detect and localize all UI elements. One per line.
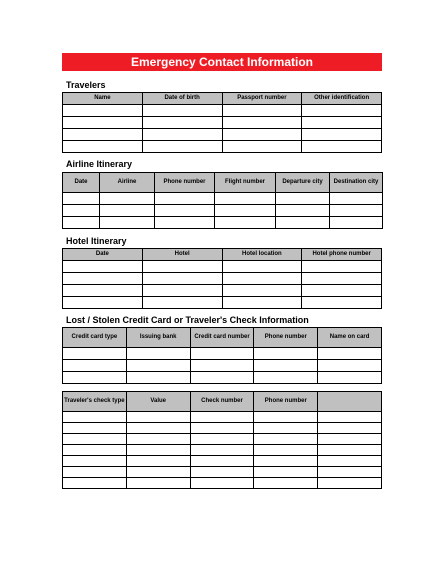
entry-cell[interactable] xyxy=(63,297,143,309)
column-header xyxy=(318,392,382,412)
entry-cell[interactable] xyxy=(63,285,143,297)
entry-cell[interactable] xyxy=(254,423,318,434)
entry-cell[interactable] xyxy=(302,273,382,285)
entry-cell[interactable] xyxy=(330,217,383,229)
entry-cell[interactable] xyxy=(63,348,127,360)
entry-cell[interactable] xyxy=(215,217,276,229)
column-header: Name xyxy=(63,93,143,105)
entry-cell[interactable] xyxy=(215,193,276,205)
column-header: Value xyxy=(126,392,190,412)
entry-cell[interactable] xyxy=(254,372,318,384)
column-header: Date of birth xyxy=(142,93,222,105)
entry-cell[interactable] xyxy=(126,467,190,478)
entry-cell[interactable] xyxy=(63,434,127,445)
entry-cell[interactable] xyxy=(126,456,190,467)
entry-cell[interactable] xyxy=(63,273,143,285)
entry-cell[interactable] xyxy=(126,434,190,445)
entry-cell[interactable] xyxy=(276,193,330,205)
column-header: Destination city xyxy=(330,173,383,193)
entry-cell[interactable] xyxy=(190,412,254,423)
column-header: Name on card xyxy=(318,328,382,348)
column-header: Other identification xyxy=(302,93,382,105)
table-row xyxy=(63,217,383,229)
column-header: Check number xyxy=(190,392,254,412)
entry-cell[interactable] xyxy=(190,434,254,445)
entry-cell[interactable] xyxy=(330,193,383,205)
entry-cell[interactable] xyxy=(63,478,127,489)
entry-cell[interactable] xyxy=(126,348,190,360)
form-title: Emergency Contact Information xyxy=(62,53,382,71)
entry-cell[interactable] xyxy=(302,105,382,117)
entry-cell[interactable] xyxy=(222,129,302,141)
column-header: Date xyxy=(63,173,100,193)
entry-cell[interactable] xyxy=(254,348,318,360)
table-row xyxy=(63,467,382,478)
entry-cell[interactable] xyxy=(254,445,318,456)
entry-cell[interactable] xyxy=(318,467,382,478)
entry-cell[interactable] xyxy=(63,467,127,478)
entry-cell[interactable] xyxy=(302,261,382,273)
entry-cell[interactable] xyxy=(155,193,215,205)
table-row xyxy=(63,412,382,423)
column-header: Credit card type xyxy=(63,328,127,348)
entry-cell[interactable] xyxy=(63,205,100,217)
entry-cell[interactable] xyxy=(190,372,254,384)
travelers-table xyxy=(62,92,382,153)
entry-cell[interactable] xyxy=(142,105,222,117)
table-row xyxy=(63,456,382,467)
entry-cell[interactable] xyxy=(318,445,382,456)
entry-cell[interactable] xyxy=(190,348,254,360)
table-row xyxy=(63,117,382,129)
table-row xyxy=(63,297,382,309)
entry-cell[interactable] xyxy=(302,129,382,141)
airline-heading: Airline Itinerary xyxy=(66,159,133,169)
column-header: Hotel phone number xyxy=(302,249,382,261)
entry-cell[interactable] xyxy=(222,141,302,153)
table-row xyxy=(63,478,382,489)
column-header: Passport number xyxy=(222,93,302,105)
entry-cell[interactable] xyxy=(63,217,100,229)
entry-cell[interactable] xyxy=(254,434,318,445)
table-row xyxy=(63,348,382,360)
hotel-heading: Hotel Itinerary xyxy=(66,236,127,246)
table-row xyxy=(63,273,382,285)
entry-cell[interactable] xyxy=(63,423,127,434)
entry-cell[interactable] xyxy=(100,217,155,229)
table-row xyxy=(63,261,382,273)
table-row xyxy=(63,445,382,456)
entry-cell[interactable] xyxy=(142,141,222,153)
column-header: Traveler's check type xyxy=(63,392,127,412)
lost-stolen-table xyxy=(62,327,382,489)
entry-cell[interactable] xyxy=(222,297,302,309)
column-header: Date xyxy=(63,249,143,261)
entry-cell[interactable] xyxy=(63,372,127,384)
entry-cell[interactable] xyxy=(254,412,318,423)
entry-cell[interactable] xyxy=(126,445,190,456)
entry-cell[interactable] xyxy=(190,467,254,478)
entry-cell[interactable] xyxy=(142,129,222,141)
table-row xyxy=(63,205,383,217)
entry-cell[interactable] xyxy=(254,467,318,478)
entry-cell[interactable] xyxy=(222,261,302,273)
entry-cell[interactable] xyxy=(142,117,222,129)
entry-cell[interactable] xyxy=(190,423,254,434)
column-header: Phone number xyxy=(254,392,318,412)
column-header: Departure city xyxy=(276,173,330,193)
entry-cell[interactable] xyxy=(63,412,127,423)
entry-cell[interactable] xyxy=(63,193,100,205)
airline-table xyxy=(62,172,383,229)
column-header: Hotel xyxy=(142,249,222,261)
entry-cell[interactable] xyxy=(254,360,318,372)
table-row xyxy=(63,360,382,372)
entry-cell[interactable] xyxy=(63,261,143,273)
entry-cell[interactable] xyxy=(63,129,143,141)
column-header: Flight number xyxy=(215,173,276,193)
entry-cell[interactable] xyxy=(318,423,382,434)
entry-cell[interactable] xyxy=(63,445,127,456)
entry-cell[interactable] xyxy=(318,348,382,360)
lost-stolen-heading: Lost / Stolen Credit Card or Traveler's Check Information xyxy=(66,315,309,325)
entry-cell[interactable] xyxy=(190,445,254,456)
entry-cell[interactable] xyxy=(142,285,222,297)
entry-cell[interactable] xyxy=(254,456,318,467)
entry-cell[interactable] xyxy=(222,285,302,297)
entry-cell[interactable] xyxy=(330,205,383,217)
entry-cell[interactable] xyxy=(302,297,382,309)
entry-cell[interactable] xyxy=(63,105,143,117)
column-header: Airline xyxy=(100,173,155,193)
entry-cell[interactable] xyxy=(100,193,155,205)
entry-cell[interactable] xyxy=(190,456,254,467)
table-row xyxy=(63,372,382,384)
entry-cell[interactable] xyxy=(302,117,382,129)
entry-cell[interactable] xyxy=(222,105,302,117)
entry-cell[interactable] xyxy=(190,360,254,372)
hotel-table xyxy=(62,248,382,309)
entry-cell[interactable] xyxy=(155,205,215,217)
column-header: Phone number xyxy=(155,173,215,193)
table-row xyxy=(63,141,382,153)
entry-cell[interactable] xyxy=(126,412,190,423)
entry-cell[interactable] xyxy=(302,285,382,297)
entry-cell[interactable] xyxy=(63,141,143,153)
table-row xyxy=(63,285,382,297)
entry-cell[interactable] xyxy=(222,117,302,129)
table-row xyxy=(63,105,382,117)
entry-cell[interactable] xyxy=(254,478,318,489)
spacer-row xyxy=(63,384,382,392)
entry-cell[interactable] xyxy=(318,372,382,384)
entry-cell[interactable] xyxy=(318,412,382,423)
entry-cell[interactable] xyxy=(155,217,215,229)
entry-cell[interactable] xyxy=(318,360,382,372)
travelers-heading: Travelers xyxy=(66,80,106,90)
entry-cell[interactable] xyxy=(100,205,155,217)
entry-cell[interactable] xyxy=(276,217,330,229)
table-row xyxy=(63,434,382,445)
entry-cell[interactable] xyxy=(63,456,127,467)
entry-cell[interactable] xyxy=(126,360,190,372)
entry-cell[interactable] xyxy=(318,478,382,489)
entry-cell[interactable] xyxy=(215,205,276,217)
column-header: Hotel location xyxy=(222,249,302,261)
table-row xyxy=(63,193,383,205)
entry-cell[interactable] xyxy=(302,141,382,153)
entry-cell[interactable] xyxy=(318,434,382,445)
table-row xyxy=(63,423,382,434)
entry-cell[interactable] xyxy=(142,297,222,309)
entry-cell[interactable] xyxy=(126,478,190,489)
entry-cell[interactable] xyxy=(63,117,143,129)
entry-cell[interactable] xyxy=(318,456,382,467)
column-header: Phone number xyxy=(254,328,318,348)
entry-cell[interactable] xyxy=(126,372,190,384)
entry-cell[interactable] xyxy=(126,423,190,434)
column-header: Issuing bank xyxy=(126,328,190,348)
entry-cell[interactable] xyxy=(276,205,330,217)
entry-cell[interactable] xyxy=(190,478,254,489)
entry-cell[interactable] xyxy=(63,360,127,372)
entry-cell[interactable] xyxy=(142,261,222,273)
column-header: Credit card number xyxy=(190,328,254,348)
entry-cell[interactable] xyxy=(142,273,222,285)
entry-cell[interactable] xyxy=(222,273,302,285)
table-row xyxy=(63,129,382,141)
